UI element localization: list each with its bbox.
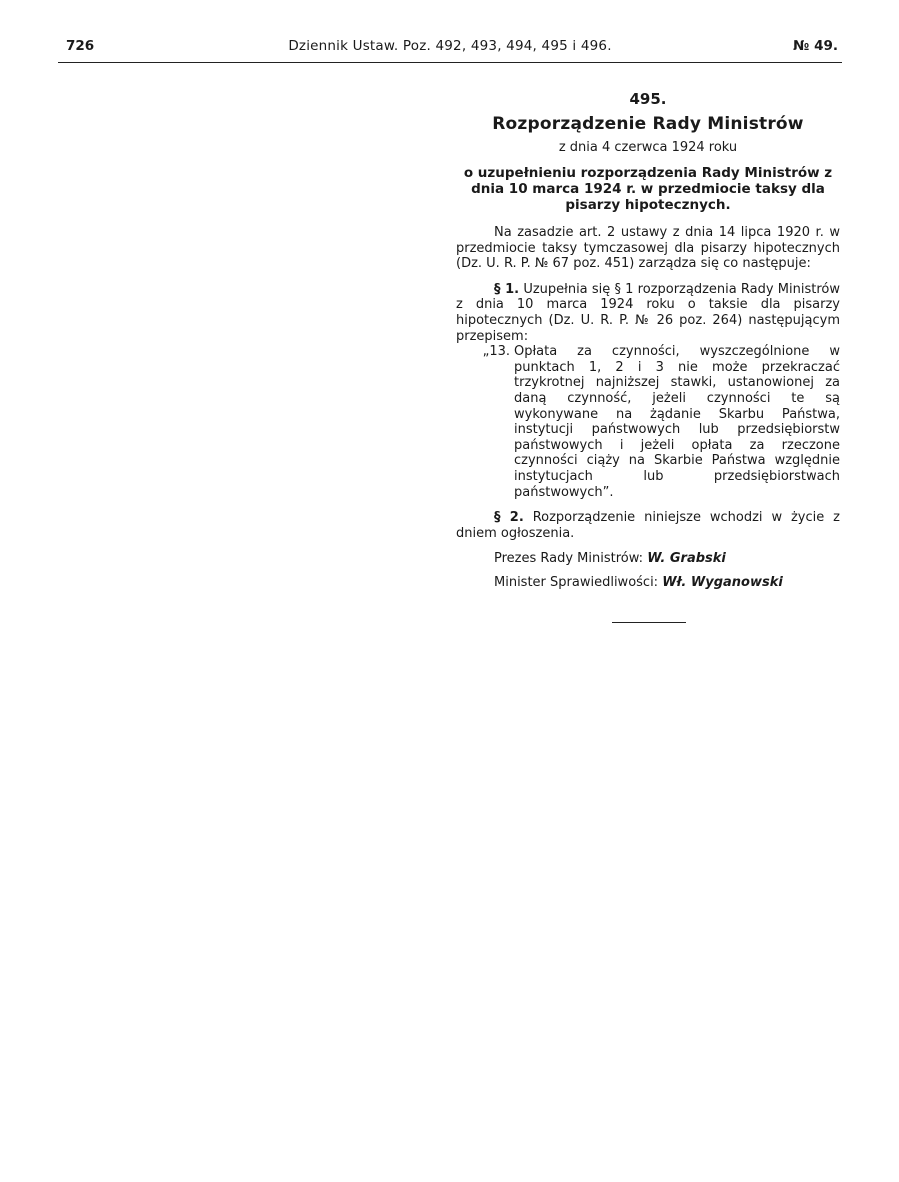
signature-name: Wł. Wyganowski (662, 575, 783, 591)
page-header (58, 38, 842, 60)
preamble: Na zasadzie art. 2 ustawy z dnia 14 lipca 1920 r. w przedmiocie taksy tymczasowej dla pisarzy hipotecznych (Dz. U. R. P. № 67 poz. 451) zarządza się co następuje: (456, 225, 840, 272)
quoted-provision-text: Opłata za czynności, wyszczególnione w punktach 1, 2 i 3 nie może przekraczać trzykrotnej najniższej stawki, ustanowionej za daną czynność, jeżeli czynności te są wykonywane na żądanie Skarbu Państwa, instytucji państwowych lub przedsiębiorstw państwowych i jeżeli opłata za rzeczone czynności ciąży na Skarbie Państwa względnie instytucjach lub przedsiębiorstwach państwowych”. (514, 344, 840, 500)
signature-name: W. Grabski (647, 551, 726, 567)
section-1 (456, 282, 840, 344)
running-title: Dziennik Ustaw. Poz. 492, 493, 494, 495 i 496. (288, 38, 612, 54)
signature-justice-minister (456, 575, 840, 591)
act-title: Rozporządzenie Rady Ministrów (492, 114, 804, 134)
act-subject: o uzupełnieniu rozporządzenia Rady Ministrów z dnia 10 marca 1924 r. w przedmiocie taksy dla pisarzy hipotecznych. (463, 165, 833, 213)
section-1-label: § 1. (494, 281, 520, 297)
section-2 (456, 510, 840, 541)
act-date: z dnia 4 czerwca 1924 roku (558, 140, 738, 155)
issue-number: № 49. (793, 38, 838, 54)
signature-role: Minister Sprawiedliwości: (494, 575, 659, 591)
section-2-text: Rozporządzenie niniejsze wchodzi w życie z dniem ogłoszenia. (456, 510, 840, 541)
page-number: 726 (66, 38, 95, 54)
section-2-label: § 2. (494, 510, 524, 526)
signature-prime-minister (456, 551, 840, 567)
section-1-text: Uzupełnia się § 1 rozporządzenia Rady Ministrów z dnia 10 marca 1924 roku o taksie dla pisarzy hipotecznych (Dz. U. R. P. № 26 poz. 264) następującym przepisem: (456, 281, 840, 344)
quoted-provision-number: „13. (482, 344, 510, 360)
position-number: 495. (629, 90, 667, 108)
signature-role: Prezes Rady Ministrów: (494, 551, 644, 567)
article (456, 90, 840, 599)
quoted-provision (456, 344, 840, 500)
header-divider (58, 62, 842, 63)
end-divider (612, 622, 686, 623)
